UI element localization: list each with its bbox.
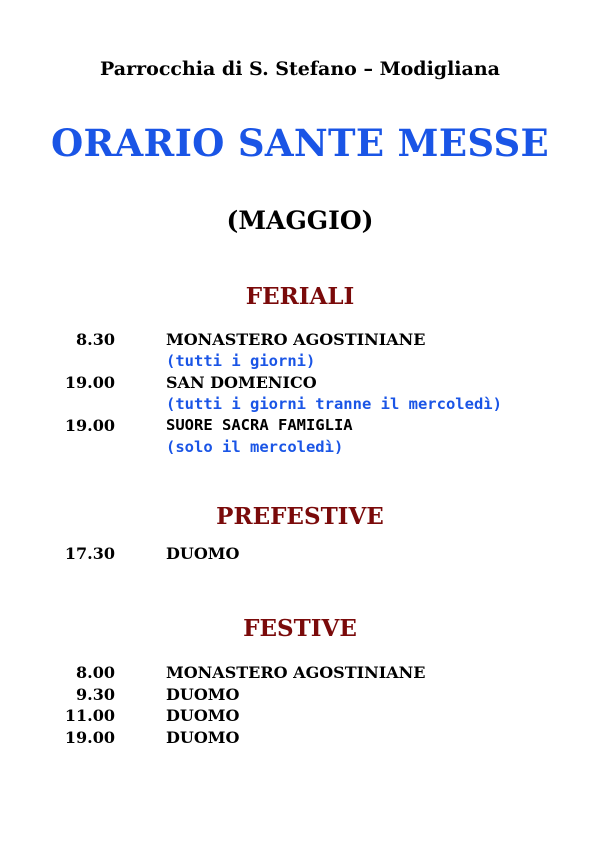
mass-time: 8.00 [76,663,115,682]
mass-time: 9.30 [76,684,115,704]
schedule-row [0,685,600,707]
schedule-row [0,728,600,750]
schedule-note-row [0,395,600,417]
schedule-row [0,663,600,685]
schedule-note-row [0,438,600,460]
section-heading-feriali: FERIALI [245,283,355,310]
mass-location: MONASTERO AGOSTINIANE [166,663,426,682]
mass-time: 19.00 [64,373,115,392]
mass-location: DUOMO [166,544,240,563]
schedule-row [0,544,600,566]
mass-time: 11.00 [64,706,115,725]
schedule-row [0,416,600,438]
mass-note: (tutti i giorni) [166,351,316,370]
mass-time: 8.30 [76,330,115,349]
schedule-row [0,330,600,352]
schedule-feriali [0,330,600,459]
schedule-row [0,706,600,728]
mass-location: SUORE SACRA FAMIGLIA [166,416,353,434]
mass-time: 19.00 [64,727,115,747]
mass-location: DUOMO [166,727,240,747]
mass-note: (solo il mercoledì) [166,437,344,456]
schedule-row [0,373,600,395]
schedule-note-row [0,352,600,374]
section-heading-festive: FESTIVE [243,615,357,642]
section-heading-prefestive: PREFESTIVE [216,503,384,530]
mass-location: SAN DOMENICO [166,373,317,392]
parish-name: Parrocchia di S. Stefano – Modigliana [100,58,500,80]
month-label: (MAGGIO) [226,206,374,235]
page-title: ORARIO SANTE MESSE [50,121,550,165]
mass-location: DUOMO [166,706,240,725]
mass-location: MONASTERO AGOSTINIANE [166,330,426,349]
schedule-prefestive [0,544,600,566]
schedule-festive [0,663,600,749]
mass-time: 17.30 [64,544,115,563]
mass-time: 19.00 [64,416,115,435]
mass-location: DUOMO [166,684,240,704]
mass-note: (tutti i giorni tranne il mercoledì) [166,394,502,413]
